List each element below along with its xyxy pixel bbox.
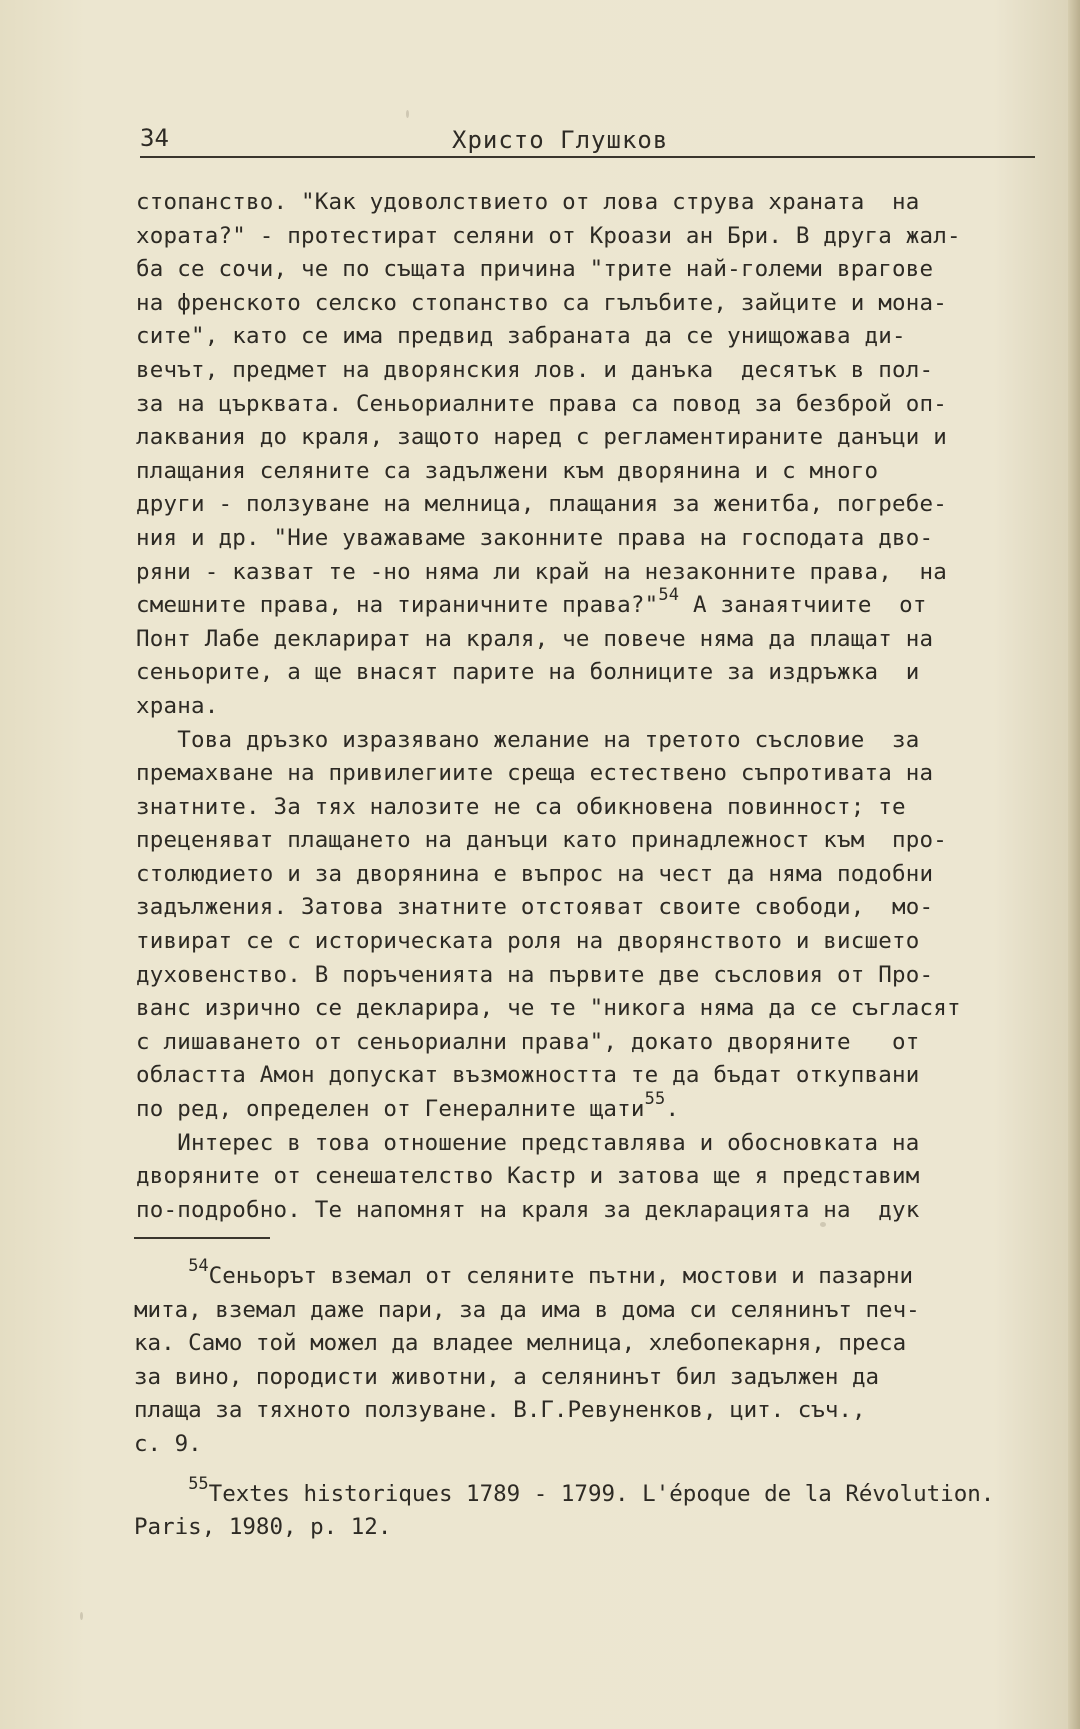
line-text: по ред, определен от Генералните щати	[136, 1096, 645, 1123]
text-line: на френското селско стопанство са гълъбите, зайците и мона-	[136, 289, 948, 316]
footnote-ref-54: 54	[658, 585, 680, 606]
footnote-ref-55: 55	[644, 1089, 666, 1110]
text-line: вечът, предмет на дворянския лов. и данъка десятък в пол-	[136, 356, 934, 383]
page-edge	[1068, 0, 1080, 1729]
text-line: сеньорите, а ще внасят парите на болниците за издръжка и	[136, 659, 920, 686]
footnote-text: Сеньорът вземал от селяните пътни, мостови и пазарни	[208, 1263, 914, 1289]
text-line: по-подробно. Те напомнят на краля за декларацията на дук	[136, 1196, 920, 1223]
text-line: ба се сочи, че по същата причина "трите най-големи врагове	[136, 256, 934, 283]
ink-speck	[820, 1222, 826, 1227]
footnote-line: плаща за тяхното ползуване. В.Г.Ревуненков, цит. съч.,	[134, 1397, 866, 1424]
text-line: ния и др. "Ние уважаваме законните права на господата дво-	[136, 524, 934, 551]
text-line-with-note	[136, 1089, 1056, 1127]
text-line: Интерес в това отношение представлява и обосновката на	[136, 1129, 920, 1156]
footnote-line: Paris, 1980, p. 12.	[134, 1514, 392, 1541]
line-text: А занаятчиите от	[679, 592, 927, 619]
text-line: преценяват плащането на данъци като принадлежност към про-	[136, 827, 948, 854]
text-line: стопанство. "Как удоволствието от лова струва храната на	[136, 189, 920, 215]
text-line: лаквания до краля, защото наред с регламентираните данъци и	[136, 424, 948, 451]
text-line: знатните. За тях налозите не са обикновена повинност; те	[136, 793, 906, 820]
page-number: 34	[140, 124, 169, 152]
text-line: плащания селяните са задължени към дворянина и с много	[136, 457, 879, 484]
footnote-55-first-line	[134, 1473, 1064, 1512]
text-line: Понт Лабе декларират на краля, че повече няма да плащат на	[136, 625, 934, 652]
footnote-line: за вино, породисти животни, а селянинът бил задължен да	[134, 1363, 880, 1390]
text-line: премахване на привилегиите среща естествено съпротивата на	[136, 760, 934, 787]
text-line: дворяните от сенешателство Кастр и затова ще я представим	[136, 1163, 920, 1190]
text-line: с лишаването от сеньориални права", докато дворяните от	[136, 1028, 920, 1055]
text-line: ванс изрично се декларира, че те "никога няма да се съгласят	[136, 995, 961, 1022]
line-text: .	[665, 1096, 680, 1123]
line-text: смешните права, на тираничните права?"	[136, 592, 659, 619]
text-line: тивират се с историческата роля на дворянството и висшето	[136, 928, 920, 955]
text-line: други - ползуване на мелница, плащания за женитба, погребе-	[136, 491, 948, 518]
text-line: храна.	[136, 692, 219, 719]
running-title: Христо Глушков	[452, 126, 669, 154]
text-line: духовенство. В поръченията на първите две съсловия от Про-	[136, 961, 934, 988]
text-line: областта Амон допускат възможността те да бъдат откупвани	[136, 1062, 920, 1089]
footnote-text: Textes historiques 1789 - 1799. L'époque de la Révolution.	[208, 1480, 995, 1507]
body-text	[136, 186, 1056, 1227]
text-line: Това дръзко изразявано желание на третото съсловие за	[136, 726, 920, 753]
text-line: ряни - казват те -но няма ли край на незаконните права, на	[136, 558, 948, 585]
footnote-number-54: 54	[188, 1256, 209, 1276]
ink-speck	[80, 1612, 83, 1620]
text-line: хората?" - протестират селяни от Кроази ан Бри. В друга жал-	[136, 222, 961, 249]
footnote-line: мита, вземал даже пари, за да има в дома си селянинът печ-	[134, 1296, 920, 1323]
text-line: сите", като се има предвид забраната да се унищожава ди-	[136, 323, 906, 350]
text-line-with-note	[136, 585, 1056, 623]
footnote-54-first-line	[134, 1256, 1064, 1294]
footnote-separator	[134, 1237, 270, 1239]
text-line: за на църквата. Сеньориалните права са повод за безброй оп-	[136, 390, 948, 417]
footnote-number-55: 55	[188, 1473, 209, 1494]
running-header	[140, 122, 1035, 158]
ink-speck	[406, 110, 409, 118]
footnotes	[134, 1256, 1064, 1545]
footnote-line: ка. Само той можел да владее мелница, хлебопекарня, преса	[134, 1330, 907, 1357]
text-line: столюдието и за дворянина е въпрос на чест да няма подобни	[136, 860, 934, 887]
text-line: задължения. Затова знатните отстояват своите свободи, мо-	[136, 894, 934, 921]
footnote-line: с. 9.	[134, 1430, 202, 1457]
